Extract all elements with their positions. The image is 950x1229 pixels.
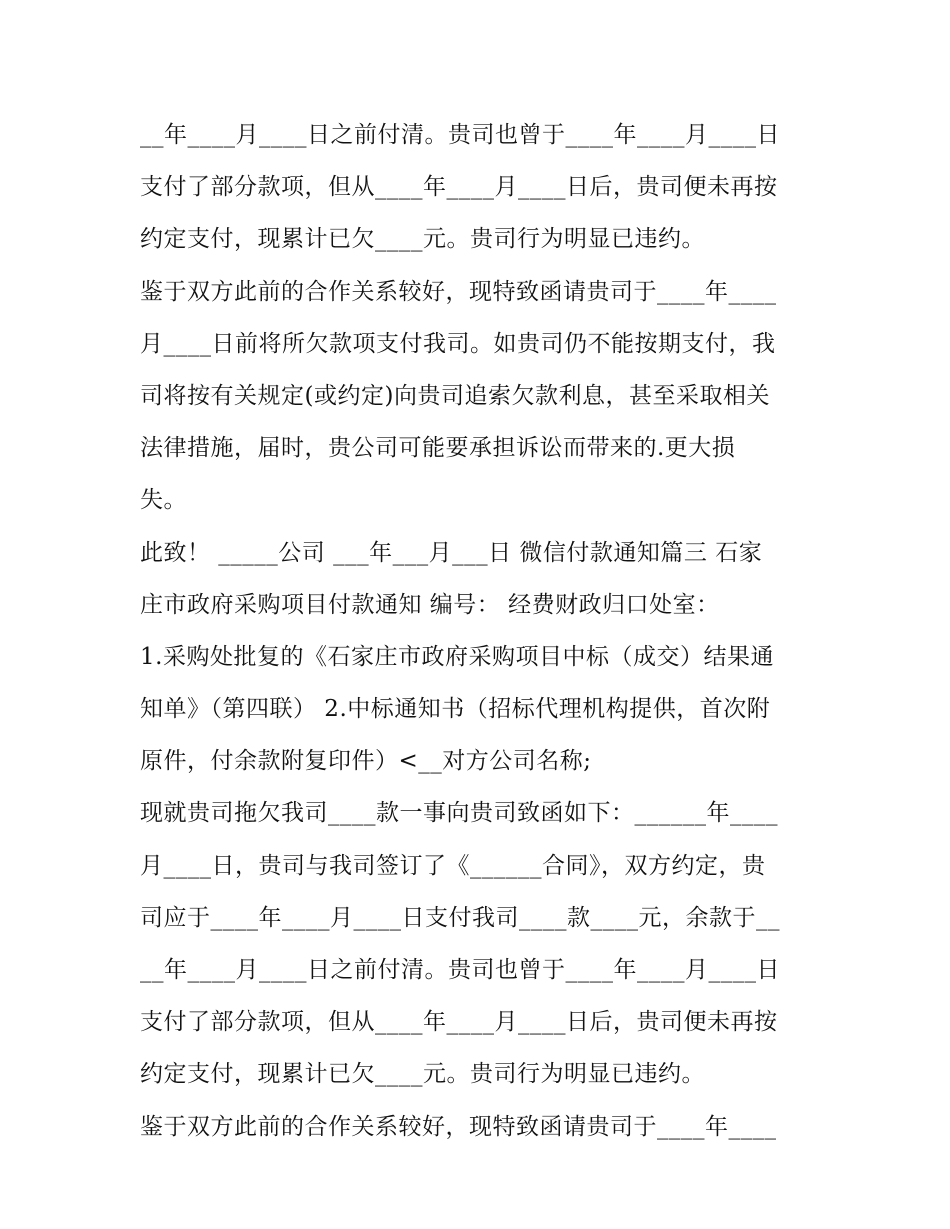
text-line: 司将按有关规定(或约定)向贵司追索欠款利息，甚至采取相关 — [140, 382, 770, 409]
text-line: 约定支付，现累计已欠____元。贵司行为明显已违约。 — [140, 226, 705, 253]
text-line: __年____月____日之前付清。贵司也曾于____年____月____日 — [140, 957, 780, 983]
document-body — [140, 109, 815, 1153]
text-line: 此致！ _____公司 ___年___月___日 微信付款通知篇三 石家 — [140, 539, 763, 566]
text-line: 约定支付，现累计已欠____元。贵司行为明显已违约。 — [140, 1061, 705, 1088]
text-line: 失。 — [140, 487, 187, 514]
text-line: 司应于____年____月____日支付我司____款____元，余款于__ — [140, 904, 780, 931]
text-line: 鉴于双方此前的合作关系较好，现特致函请贵司于____年____ — [140, 1113, 777, 1140]
text-line: 原件，付余款附复印件）<__对方公司名称; — [140, 748, 592, 775]
text-line: 知单》（第四联） 2.中标通知书（招标代理机构提供，首次附 — [140, 696, 771, 723]
text-line: 支付了部分款项，但从____年____月____日后，贵司便未再按 — [140, 174, 778, 201]
text-line: 月____日，贵司与我司签订了《______合同》，双方约定，贵 — [140, 852, 766, 879]
text-line: 法律措施，届时，贵公司可能要承担诉讼而带来的.更大损 — [140, 435, 736, 462]
text-line: __年____月____日之前付清。贵司也曾于____年____月____日 — [140, 122, 780, 148]
text-line: 1.采购处批复的《石家庄市政府采购项目中标（成交）结果通 — [140, 643, 774, 670]
text-line: 鉴于双方此前的合作关系较好，现特致函请贵司于____年____ — [140, 278, 777, 305]
text-line: 庄市政府采购项目付款通知 编号： 经费财政归口处室： — [140, 591, 720, 618]
text-line: 支付了部分款项，但从____年____月____日后，贵司便未再按 — [140, 1009, 778, 1036]
text-line: 现就贵司拖欠我司____款一事向贵司致函如下：______年____ — [140, 800, 778, 827]
text-line: 月____日前将所欠款项支付我司。如贵司仍不能按期支付，我 — [140, 330, 776, 357]
